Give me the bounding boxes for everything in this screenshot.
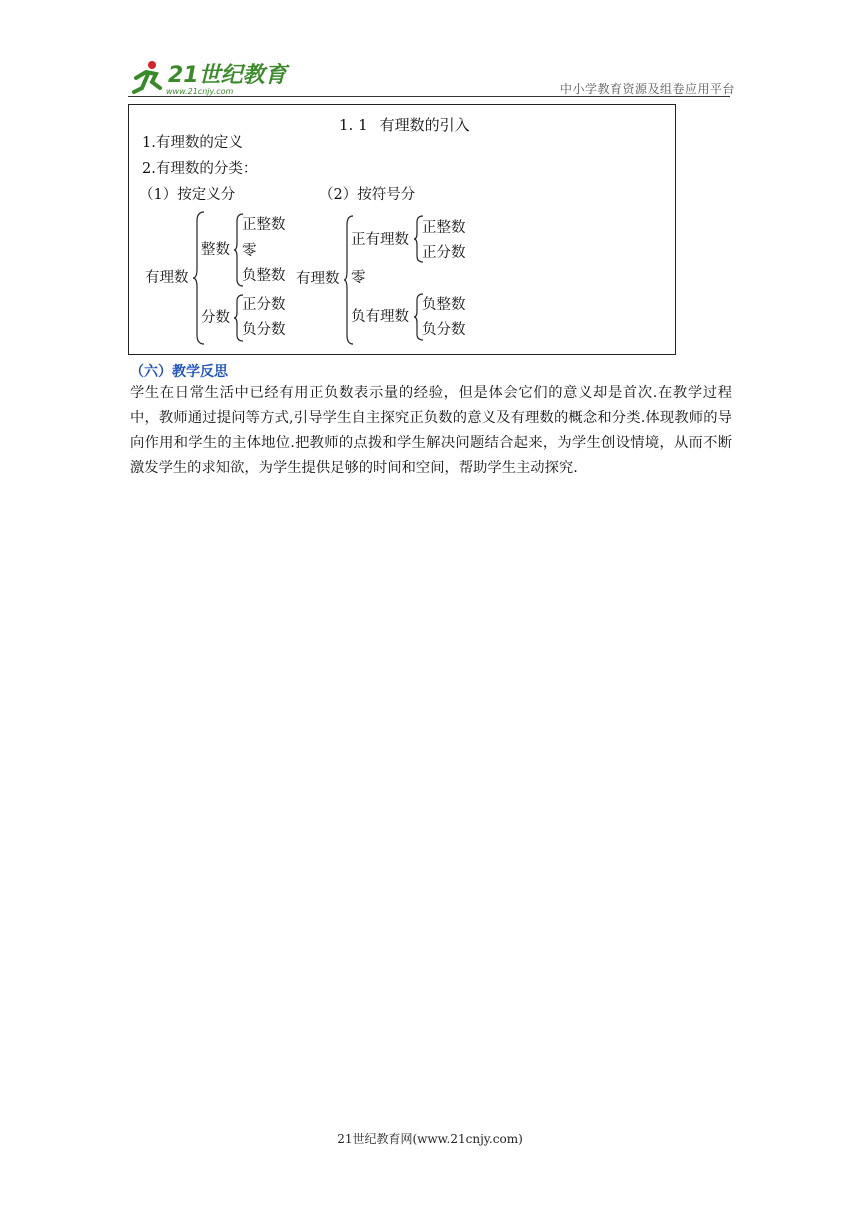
summary-box (128, 104, 676, 355)
positive-rational-label: 正有理数 (351, 232, 409, 248)
section-title: （六）教学反思 (130, 364, 228, 380)
classification-line: 2.有理数的分类： (142, 161, 258, 177)
page-footer: 21世纪教育网(www.21cnjy.com) (337, 1132, 523, 1146)
header-divider (128, 96, 730, 97)
fraction-item: 负分数 (242, 322, 286, 338)
box-title (339, 116, 470, 134)
positive-item: 正整数 (422, 220, 466, 236)
reflection-paragraph: 学生在日常生活中已经有用正负数表示量的经验，但是体会它们的意义却是首次.在教学过程中，教师通过提问等方式,引导学生自主探究正负数的意义及有理数的概念和分类.体现教师的导向作用和学生的主体地位.把教师的点拨和学生解决问题结合起来，为学生创设情境，从而不断激发学生的求知欲，为学生提供足够的时间和空间，帮助学生主动探究. (130, 385, 732, 476)
negative-item: 负分数 (422, 322, 466, 338)
fraction-item: 正分数 (242, 297, 286, 313)
integer-item: 正整数 (242, 217, 286, 233)
integer-label: 整数 (201, 242, 230, 258)
integer-item: 负整数 (242, 268, 286, 284)
right-heading: （2）按符号分 (319, 187, 416, 203)
svg-text:www.21cnjy.com: www.21cnjy.com (166, 87, 234, 96)
runner-logo-icon (130, 58, 290, 98)
svg-text:21世纪教育: 21世纪教育 (168, 63, 287, 88)
definition-line: 1.有理数的定义 (142, 135, 243, 151)
negative-item: 负整数 (422, 297, 466, 313)
left-root: 有理数 (145, 270, 189, 286)
positive-item: 正分数 (422, 245, 466, 261)
left-heading: （1）按定义分 (139, 187, 236, 203)
site-logo (130, 58, 290, 98)
integer-item: 零 (242, 243, 257, 259)
box-title-number: 1. 1 (339, 116, 368, 134)
fraction-label: 分数 (201, 310, 230, 326)
platform-name: 中小学教育资源及组卷应用平台 (560, 82, 736, 96)
box-title-text: 有理数的引入 (379, 116, 470, 134)
right-root: 有理数 (296, 271, 340, 287)
zero-label: 零 (351, 270, 366, 286)
negative-rational-label: 负有理数 (351, 309, 409, 325)
